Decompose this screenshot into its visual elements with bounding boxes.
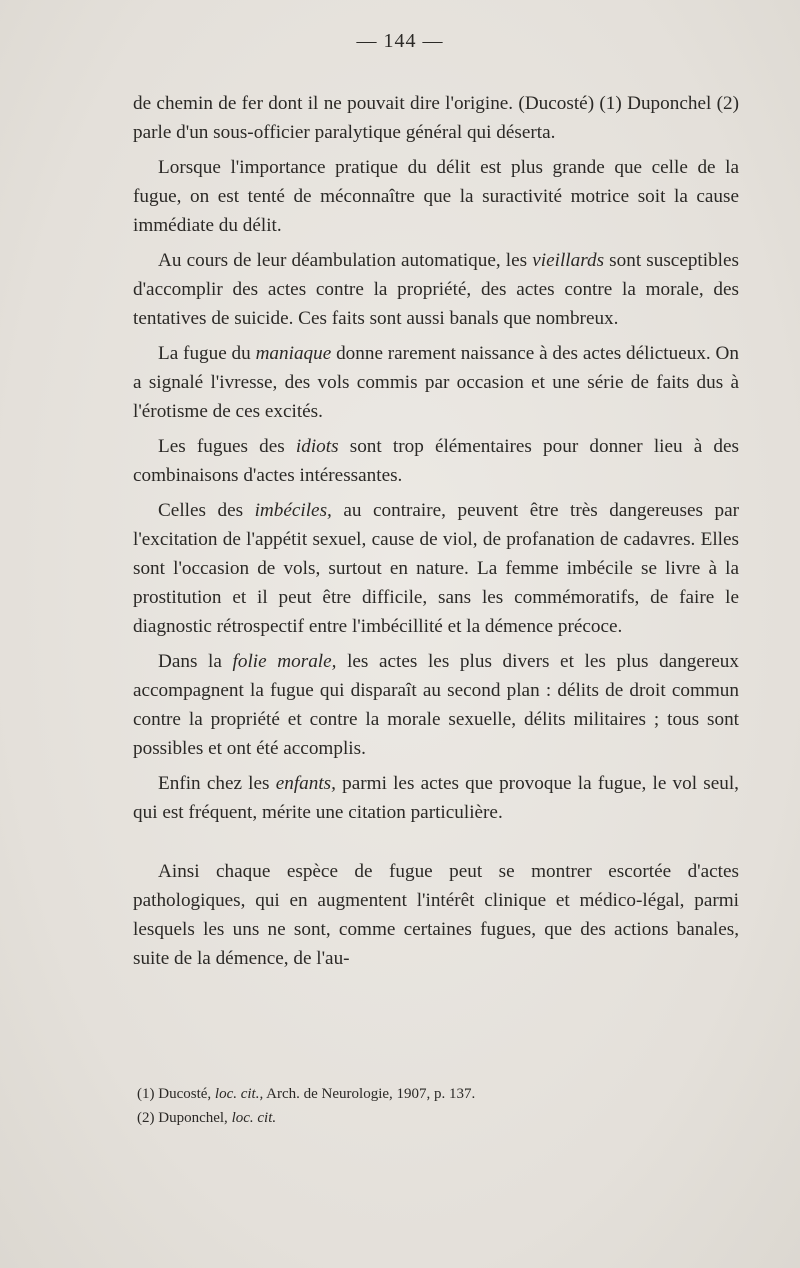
paragraph-6-emphasis: imbéciles, xyxy=(254,500,332,521)
paragraph-6 xyxy=(133,496,739,641)
paragraph-8 xyxy=(133,769,739,827)
paragraph-4 xyxy=(133,339,739,426)
paragraph-8-emphasis: enfants, xyxy=(275,773,336,794)
paragraph-8-text-a: Enfin chez les xyxy=(158,773,276,794)
footnotes xyxy=(137,1082,737,1130)
footnote-1 xyxy=(137,1082,737,1106)
paragraph-5-emphasis: idiots xyxy=(295,436,339,457)
paragraph-6-text-a: Celles des xyxy=(158,500,255,521)
footnote-1-text-a: (1) Ducosté, xyxy=(137,1086,215,1102)
paragraph-5 xyxy=(133,432,739,490)
paragraph-7-text-a: Dans la xyxy=(158,651,233,672)
paragraph-3-text-a: Au cours de leur déambulation automatique, les xyxy=(158,250,533,271)
paragraph-4-text-a: La fugue du xyxy=(158,343,256,364)
footnote-2-emphasis: loc. cit. xyxy=(231,1110,277,1126)
footnote-2 xyxy=(137,1106,737,1130)
paragraph-6-text-b: au contraire, peuvent être très dangereuses par l'excitation de l'appétit sexuel, cause de viol, de profanation de cadavres. Elles sont l'occasion de vols, surtout en nature. La femme imbécile se livre à la prostitution et il peut être difficile, sans les commémoratifs, de faire le diagnostic rétrospectif entre l'imbécillité et la démence précoce. xyxy=(133,500,739,637)
paragraph-1: de chemin de fer dont il ne pouvait dire l'origine. (Ducosté) (1) Duponchel (2) parle d'un sous-officier paralytique général qui déserta. xyxy=(133,93,739,143)
body-text xyxy=(133,89,739,979)
paragraph-5-text-a: Les fugues des xyxy=(158,436,296,457)
paragraph-4-text-b: donne rarement naissance à des actes délictueux. On a signalé l'ivresse, des vols commis par occasion et une série de faits dus à l'érotisme de ces excités. xyxy=(133,343,739,422)
paragraph-7-text-b: les actes les plus divers et les plus dangereux accompagnent la fugue qui disparaît au second plan : délits de droit commun contre la propriété et contre la morale sexuelle, délits militaires ; tous sont possibles et ont été accomplis. xyxy=(133,651,739,759)
paragraph-5-text-b: sont trop élémentaires pour donner lieu à des combinaisons d'actes intéressantes. xyxy=(133,436,739,486)
page-number: — 144 — xyxy=(356,30,444,52)
paragraph-7-emphasis: folie morale, xyxy=(232,651,337,672)
footnote-1-text-b: Arch. de Neurologie, 1907, p. 137. xyxy=(263,1086,476,1102)
paragraph-2: Lorsque l'importance pratique du délit est plus grande que celle de la fugue, on est tenté de méconnaître que la suractivité motrice soit la cause immédiate du délit. xyxy=(133,157,739,236)
paragraph-3-emphasis: vieillards xyxy=(532,250,605,271)
paragraph-3 xyxy=(133,246,739,333)
paragraph-9: Ainsi chaque espèce de fugue peut se montrer escortée d'actes pathologiques, qui en augmentent l'intérêt clinique et médico-légal, parmi lesquels les uns ne sont, comme certaines fugues, que des actions banales, suite de la démence, de l'au- xyxy=(133,861,739,969)
footnote-1-emphasis: loc. cit., xyxy=(214,1086,264,1102)
paragraph-8-text-b: parmi les actes que provoque la fugue, le vol seul, qui est fréquent, mérite une citation particulière. xyxy=(133,773,739,823)
paragraph-3-text-b: sont susceptibles d'accomplir des actes contre la propriété, des actes contre la morale, des tentatives de suicide. Ces faits sont aussi banals que nombreux. xyxy=(133,250,740,329)
paragraph-7 xyxy=(133,647,739,763)
paragraph-4-emphasis: maniaque xyxy=(255,343,332,364)
footnote-2-text-a: (2) Duponchel, xyxy=(137,1110,232,1126)
